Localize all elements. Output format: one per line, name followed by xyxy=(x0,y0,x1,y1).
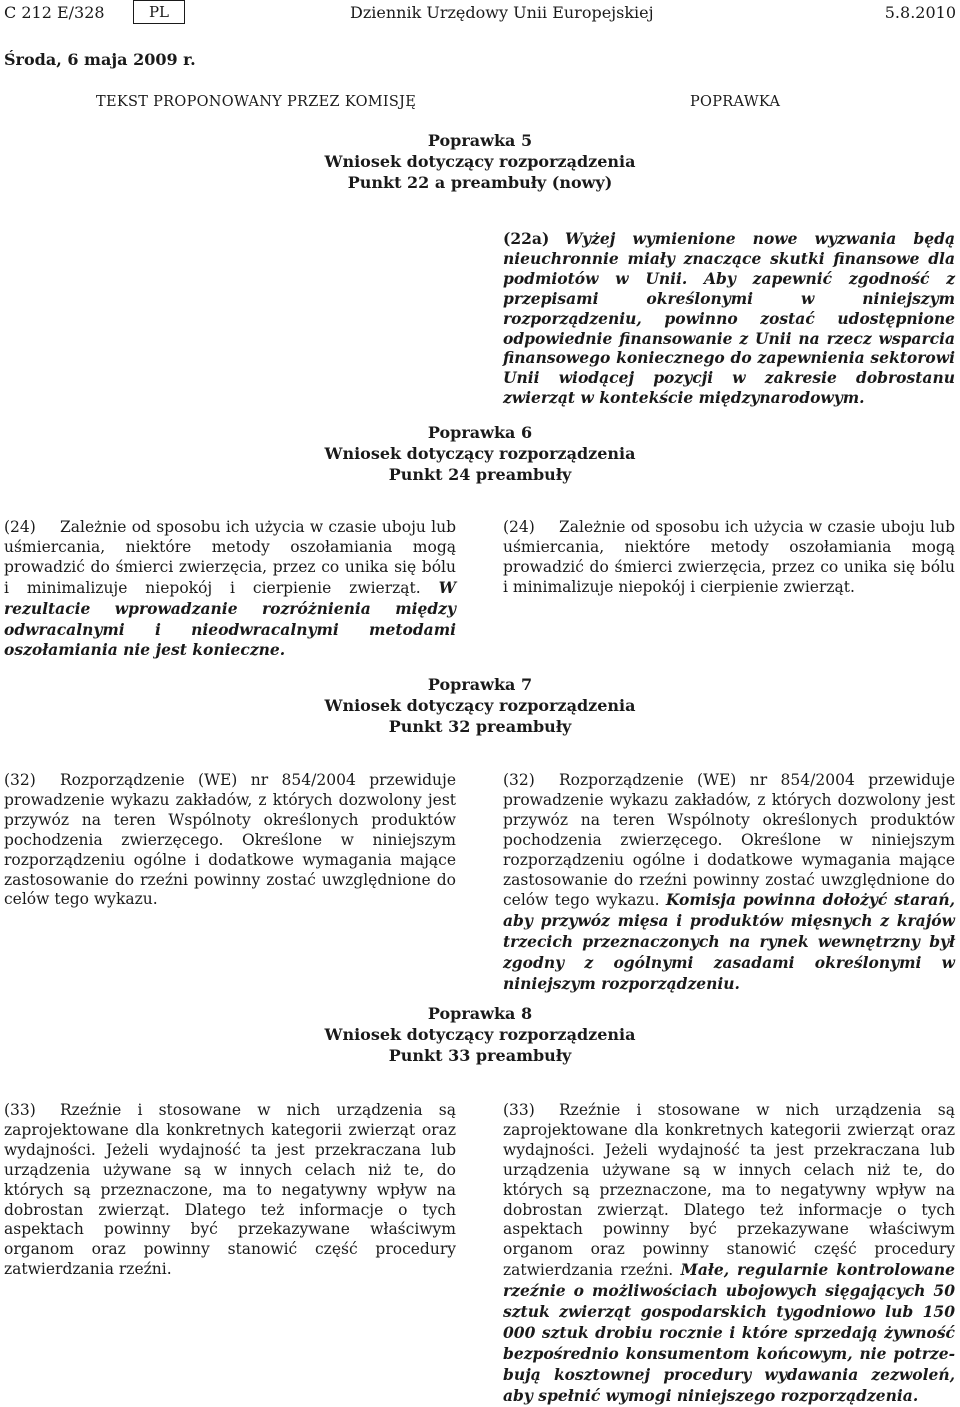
recital-text: Zależnie od sposobu ich użycia w czasie uboju lub uśmiercania, niektóre metody oszołamiania mogą prowadzić do śmierci zwierzęcia, przez co unika się bólu i minimalizuje niepokój i cierpienie zwierząt. xyxy=(503,518,955,596)
amendment-heading xyxy=(0,422,960,485)
amendment-title: Poprawka 5 xyxy=(427,131,533,150)
amendment-heading xyxy=(0,674,960,737)
amendment-subtitle: Wniosek dotyczący rozporządzenia xyxy=(324,696,636,715)
recital-text: Rozporządzenie (WE) nr 854/2004 przewiduje prowadzenie wykazu zakładów, z których dozwolony jest przywóz na teren Wspólnoty określonych produktów pochodzenia zwierzęcego. Określone w niniejszym rozporządzeniu ogólne i dodatkowe wymagania mające zastosowanie do rzeźni powinny zostać uwzględnione do celów tego wykazu. xyxy=(4,771,456,909)
commission-text-left xyxy=(4,771,456,910)
journal-title: Dziennik Urzędowy Unii Europejskiej xyxy=(350,3,654,22)
amendment-heading xyxy=(0,130,960,193)
recital-text: Rozporządzenie (WE) nr 854/2004 przewiduje prowadzenie wykazu zakładów, z których dozwolony jest przywóz na teren Wspólnoty określonych produktów pochodzenia zwierzęcego. Określone w niniejszym rozporządzeniu ogólne i dodatkowe wymagania mające zastosowanie do rzeźni powinny zostać uwzględnione do celów tego wykazu. xyxy=(503,771,955,910)
amendment-title: Poprawka 6 xyxy=(427,423,533,442)
recital-number: (33) xyxy=(503,1101,535,1119)
recital-text: Zależnie od sposobu ich użycia w czasie uboju lub uśmiercania, niektóre metody oszołamiania mogą prowadzić do śmierci zwierzęcia, przez co unika się bólu i minimalizuje niepokój i cierpienie zwierząt. xyxy=(4,518,456,597)
amendment-heading xyxy=(0,1003,960,1066)
amendment-point: Punkt 24 preambuły xyxy=(388,465,572,484)
amendment-text-right xyxy=(503,771,955,995)
recital-number: (33) xyxy=(4,1101,36,1119)
amendment-subtitle: Wniosek dotyczący rozporządzenia xyxy=(324,152,636,171)
amendment-subtitle: Wniosek dotyczący rozporządzenia xyxy=(324,444,636,463)
amendment-text-right xyxy=(503,518,955,598)
session-date: Środa, 6 maja 2009 r. xyxy=(4,50,196,69)
recital-deleted-text: W rezultacie wprowadzanie rozróżnienia między odwracalnymi i nieodwracalnymi metodami oszołamiania nie jest konieczne. xyxy=(4,577,456,660)
amendment-point: Punkt 33 preambuły xyxy=(388,1046,572,1065)
amendment-point: Punkt 22 a preambuły (nowy) xyxy=(347,173,613,192)
amendment-point: Punkt 32 preambuły xyxy=(388,717,572,736)
recital-number: (32) xyxy=(4,771,36,789)
publication-date: 5.8.2010 xyxy=(884,3,956,22)
amendment-text-right xyxy=(503,1101,955,1407)
recital-number: (32) xyxy=(503,771,535,789)
column-header-amendment: POPRAWKA xyxy=(690,94,781,110)
commission-text-left xyxy=(4,518,456,661)
amendment-title: Poprawka 8 xyxy=(427,1004,533,1023)
column-header-commission: TEKST PROPONOWANY PRZEZ KOMISJĘ xyxy=(96,94,417,110)
recital-added-text: Wyżej wymienione nowe wyzwania będą nieuchronnie miały znaczące skutki finansowe dla podmiotów w Unii. Aby zapewnić zgodność z przepisami określonymi w niniejszym rozporządzeniu, powinno zostać udostępnione odpowiednie finansowanie z Unii na rzecz wsparcia finansowego koniecznego do zapewnienia sektorowi Unii wiodącej pozycji w zakresie dobrostanu zwierząt w kontekście międzynarodowym. xyxy=(503,229,955,408)
recital-number: (24) xyxy=(4,518,36,536)
recital-text: Rzeźnie i stosowane w nich urządzenia są zaprojektowane dla konkretnych kategorii zwierząt oraz wydajności. Jeżeli wydajność ta jest przekraczana lub urządzenia używane są w innych celach niż te, do których są przeznaczone, ma to negatywny wpływ na dobrostan zwierząt. Dlatego też informacje o tych aspektach powinny być przekazywane właściwym organom oraz powinny stanowić część procedury zatwierdzania rzeźni. xyxy=(503,1101,955,1280)
recital-text: Rzeźnie i stosowane w nich urządzenia są zaprojektowane dla konkretnych kategorii zwierząt oraz wydajności. Jeżeli wydajność ta jest przekraczana lub urządzenia używane są w innych celach niż te, do których są przeznaczone, ma to negatywny wpływ na dobrostan zwierząt. Dlatego też informacje o tych aspektach powinny być przekazywane właściwym organom oraz powinny stanowić część procedury zatwierdzania rzeźni. xyxy=(4,1101,456,1279)
recital-added-text: Małe, regularnie kontrolowane rzeźnie o możliwościach ubojowych sięgających 50 sztuk zwierząt gospodarskich tygodniowo lub 150 000 sztuk drobiu rocznie i które sprzedają żywność bezpośrednio konsumentom końcowym, nie potrzebują kosztownej procedury wydawania zezwoleń, aby spełnić wymogi niniejszego rozporządzenia. xyxy=(503,1260,955,1405)
oj-reference: C 212 E/328 xyxy=(4,3,105,22)
commission-text-left xyxy=(4,1101,456,1280)
amendment-title: Poprawka 7 xyxy=(427,675,533,694)
recital-number: (22a) xyxy=(503,229,550,248)
recital-number: (24) xyxy=(503,518,535,536)
recital-added-text: Komisja powinna dołożyć starań, aby przywóz mięsa i produktów mięsnych z krajów trzecich przeznaczonych na rynek wewnętrzny był zgodny z ogólnymi zasadami określonymi w niniejszym rozporządzeniu. xyxy=(503,890,955,994)
amendment-subtitle: Wniosek dotyczący rozporządzenia xyxy=(324,1025,636,1044)
language-badge: PL xyxy=(133,0,185,24)
amendment-text-right xyxy=(503,229,955,408)
